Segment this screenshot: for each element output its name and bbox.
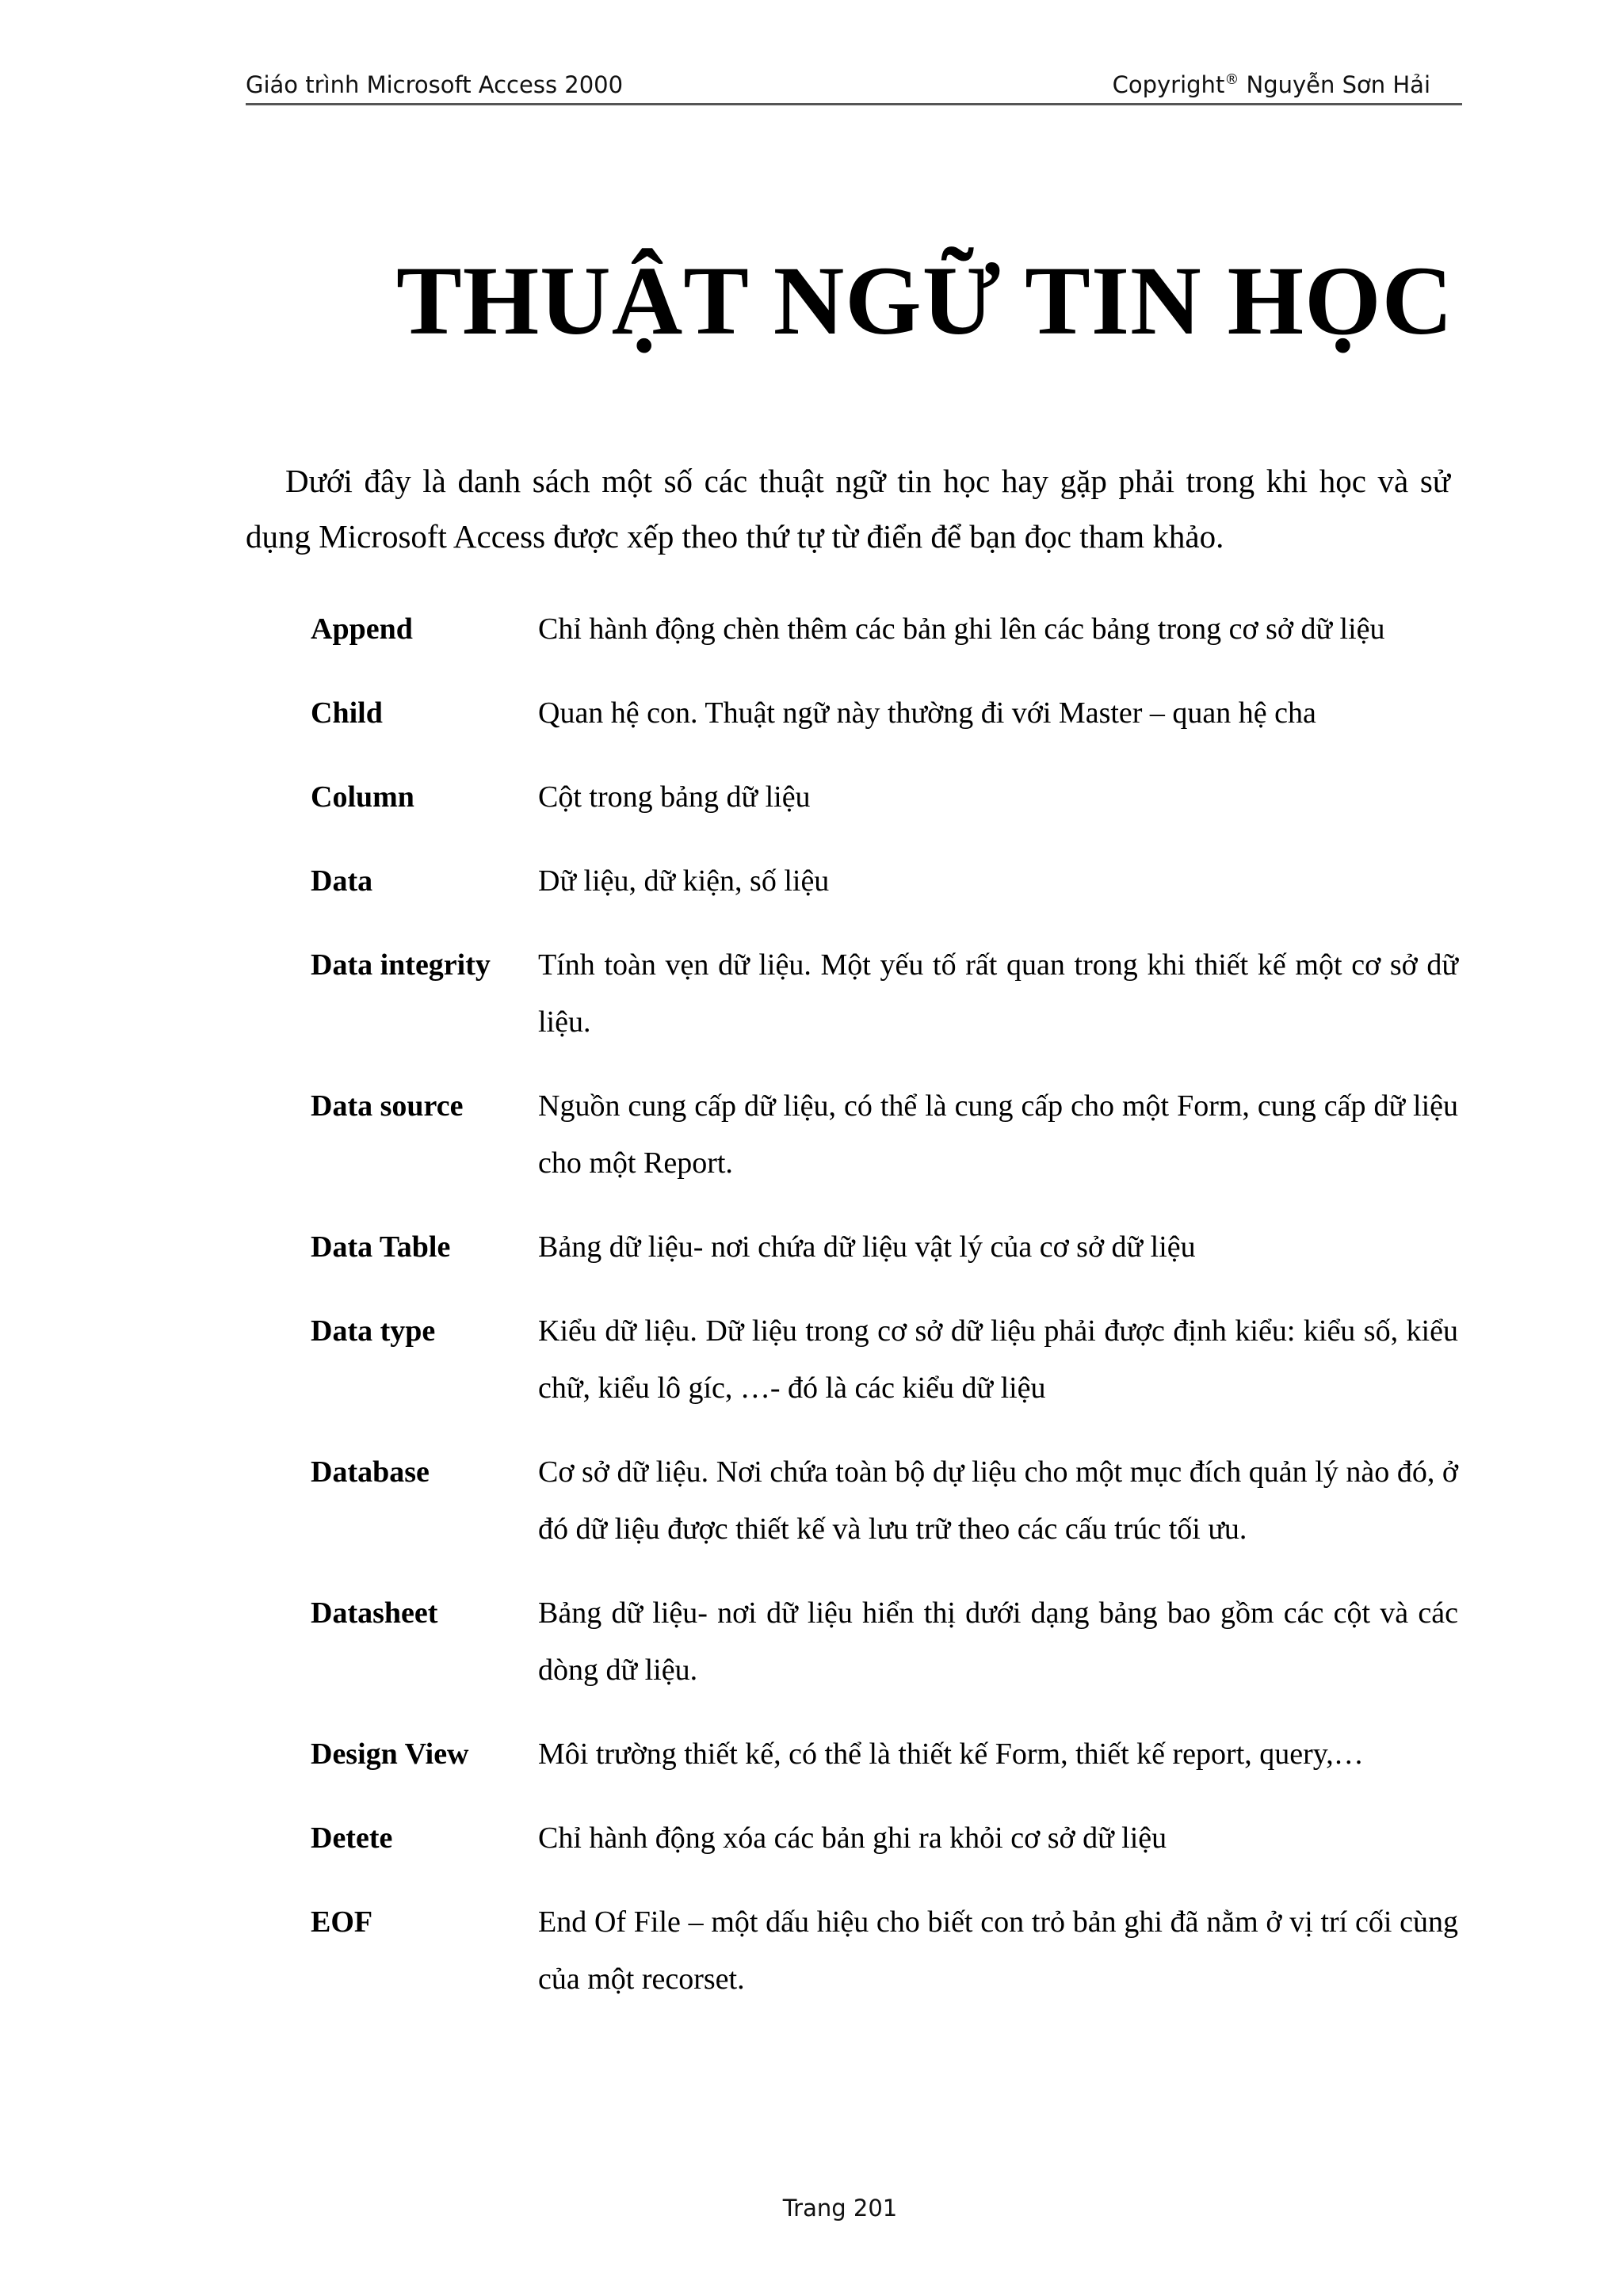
glossary-entry	[311, 601, 1458, 658]
glossary-entry	[311, 936, 1458, 1051]
glossary-definition: Chỉ hành động xóa các bản ghi ra khỏi cơ sở dữ liệu	[538, 1821, 1167, 1855]
glossary-entry	[311, 769, 1458, 826]
book-title: Giáo trình Microsoft Access 2000	[246, 71, 624, 98]
glossary-entry	[311, 1810, 1458, 1867]
glossary-entry	[311, 1585, 1458, 1699]
glossary-term: Child	[311, 696, 383, 730]
glossary-entry	[311, 1077, 1458, 1192]
page-number: Trang 201	[782, 2195, 898, 2222]
registered-mark: ®	[1224, 71, 1239, 88]
copyright-notice	[1113, 71, 1430, 98]
glossary-term: Column	[311, 780, 414, 814]
glossary-term: Design View	[311, 1737, 469, 1771]
copyright-label: Copyright	[1112, 71, 1225, 98]
glossary-definition: Tính toàn vẹn dữ liệu. Một yếu tố rất quan trong khi thiết kế một cơ sở dữ liệu.	[538, 948, 1458, 1039]
glossary-entry	[311, 1444, 1458, 1558]
glossary-term: Detete	[311, 1821, 393, 1855]
glossary-definition: Dữ liệu, dữ kiện, số liệu	[538, 864, 830, 898]
page-title: THUẬT NGỮ TIN HỌC	[396, 246, 1454, 355]
glossary-entry	[311, 1726, 1458, 1783]
glossary-definition: Nguồn cung cấp dữ liệu, có thể là cung cấp cho một Form, cung cấp dữ liệu cho một Report.	[538, 1089, 1458, 1180]
running-header	[246, 62, 1462, 105]
author-name: Nguyễn Sơn Hải	[1239, 71, 1430, 98]
glossary-definition: Chỉ hành động chèn thêm các bản ghi lên các bảng trong cơ sở dữ liệu	[538, 612, 1385, 646]
intro-paragraph: Dưới đây là danh sách một số các thuật ngữ tin học hay gặp phải trong khi học và sử dụng Microsoft Access được xếp theo thứ tự từ điển để bạn đọc tham khảo.	[246, 463, 1450, 555]
glossary-term: Data	[311, 864, 373, 898]
glossary-definition: End Of File – một dấu hiệu cho biết con trỏ bản ghi đã nằm ở vị trí cối cùng của một recorset.	[538, 1905, 1458, 1996]
glossary-definition: Quan hệ con. Thuật ngữ này thường đi với Master – quan hệ cha	[538, 696, 1316, 730]
glossary-definition: Bảng dữ liệu- nơi dữ liệu hiển thị dưới dạng bảng bao gồm các cột và các dòng dữ liệu.	[538, 1596, 1458, 1687]
glossary-term: EOF	[311, 1905, 373, 1939]
glossary-entry	[311, 685, 1458, 742]
glossary-entry	[311, 1219, 1458, 1276]
glossary-definition: Môi trường thiết kế, có thể là thiết kế Form, thiết kế report, query,…	[538, 1737, 1364, 1771]
glossary-term: Data Table	[311, 1230, 451, 1264]
glossary-entry	[311, 1302, 1458, 1417]
glossary-list	[311, 601, 1458, 2035]
glossary-definition: Kiểu dữ liệu. Dữ liệu trong cơ sở dữ liệu phải được định kiểu: kiểu số, kiểu chữ, kiểu lô gíc, …- đó là các kiểu dữ liệu	[538, 1314, 1458, 1405]
glossary-term: Data source	[311, 1089, 464, 1123]
glossary-definition: Bảng dữ liệu- nơi chứa dữ liệu vật lý của cơ sở dữ liệu	[538, 1230, 1196, 1264]
glossary-definition: Cột trong bảng dữ liệu	[538, 780, 811, 814]
glossary-entry	[311, 1894, 1458, 2008]
glossary-term: Data type	[311, 1314, 436, 1348]
glossary-term: Database	[311, 1455, 430, 1489]
glossary-term: Append	[311, 612, 413, 646]
glossary-term: Data integrity	[311, 948, 491, 982]
glossary-entry	[311, 852, 1458, 910]
glossary-definition: Cơ sở dữ liệu. Nơi chứa toàn bộ dự liệu cho một mục đích quản lý nào đó, ở đó dữ liệu được thiết kế và lưu trữ theo các cấu trúc tối ưu.	[538, 1455, 1458, 1546]
glossary-term: Datasheet	[311, 1596, 438, 1630]
